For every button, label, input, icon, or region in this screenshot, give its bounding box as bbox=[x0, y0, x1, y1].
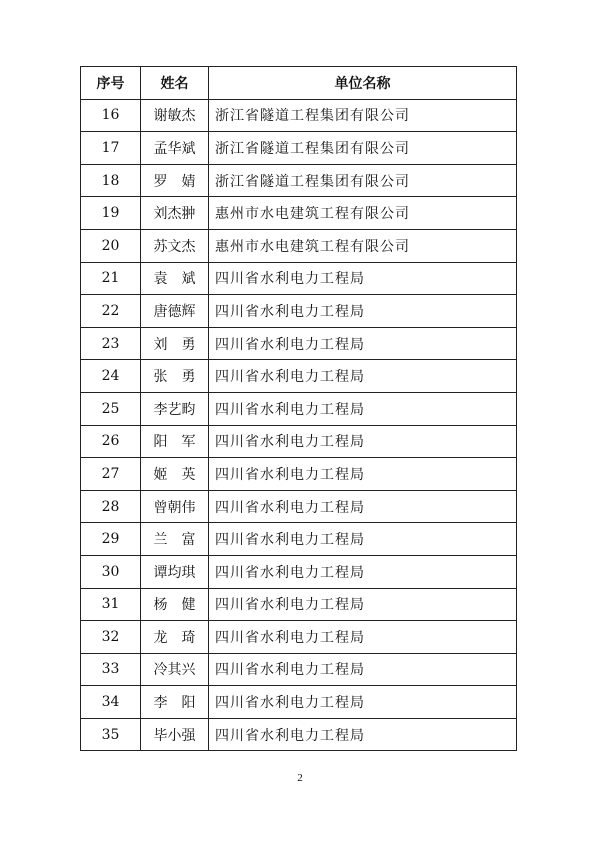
cell-number: 19 bbox=[81, 197, 141, 230]
cell-unit: 四川省水利电力工程局 bbox=[209, 392, 517, 425]
cell-number: 18 bbox=[81, 164, 141, 197]
cell-name: 曾朝伟 bbox=[141, 490, 209, 523]
table-row bbox=[81, 490, 517, 523]
cell-unit: 四川省水利电力工程局 bbox=[209, 425, 517, 458]
cell-name: 李艺畇 bbox=[141, 392, 209, 425]
cell-unit: 四川省水利电力工程局 bbox=[209, 588, 517, 621]
table-header-row bbox=[81, 67, 517, 100]
cell-number: 29 bbox=[81, 523, 141, 556]
table-row bbox=[81, 686, 517, 719]
cell-unit: 四川省水利电力工程局 bbox=[209, 718, 517, 751]
personnel-table bbox=[80, 66, 517, 751]
cell-number: 21 bbox=[81, 262, 141, 295]
table-row bbox=[81, 523, 517, 556]
cell-number: 27 bbox=[81, 458, 141, 491]
table-row bbox=[81, 555, 517, 588]
table-row bbox=[81, 360, 517, 393]
cell-unit: 四川省水利电力工程局 bbox=[209, 621, 517, 654]
cell-number: 26 bbox=[81, 425, 141, 458]
cell-unit: 惠州市水电建筑工程有限公司 bbox=[209, 229, 517, 262]
cell-unit: 惠州市水电建筑工程有限公司 bbox=[209, 197, 517, 230]
table-row bbox=[81, 653, 517, 686]
cell-name: 袁 斌 bbox=[141, 262, 209, 295]
cell-unit: 四川省水利电力工程局 bbox=[209, 555, 517, 588]
cell-unit: 四川省水利电力工程局 bbox=[209, 327, 517, 360]
cell-number: 16 bbox=[81, 99, 141, 132]
cell-name: 阳 军 bbox=[141, 425, 209, 458]
cell-unit: 四川省水利电力工程局 bbox=[209, 490, 517, 523]
cell-number: 23 bbox=[81, 327, 141, 360]
cell-unit: 四川省水利电力工程局 bbox=[209, 295, 517, 328]
cell-name: 孟华斌 bbox=[141, 132, 209, 165]
header-unit: 单位名称 bbox=[209, 67, 517, 100]
header-name: 姓名 bbox=[141, 67, 209, 100]
cell-name: 唐德辉 bbox=[141, 295, 209, 328]
cell-name: 龙 琦 bbox=[141, 621, 209, 654]
cell-name: 兰 富 bbox=[141, 523, 209, 556]
header-number: 序号 bbox=[81, 67, 141, 100]
cell-name: 姬 英 bbox=[141, 458, 209, 491]
table-row bbox=[81, 262, 517, 295]
cell-name: 谭均琪 bbox=[141, 555, 209, 588]
cell-name: 刘杰翀 bbox=[141, 197, 209, 230]
cell-number: 31 bbox=[81, 588, 141, 621]
cell-name: 苏文杰 bbox=[141, 229, 209, 262]
cell-unit: 四川省水利电力工程局 bbox=[209, 653, 517, 686]
cell-number: 32 bbox=[81, 621, 141, 654]
table-row bbox=[81, 327, 517, 360]
table-row bbox=[81, 621, 517, 654]
personnel-table-container bbox=[80, 66, 517, 751]
table-row bbox=[81, 99, 517, 132]
table-row bbox=[81, 588, 517, 621]
cell-name: 张 勇 bbox=[141, 360, 209, 393]
table-row bbox=[81, 164, 517, 197]
cell-number: 30 bbox=[81, 555, 141, 588]
table-row bbox=[81, 458, 517, 491]
page-number: 2 bbox=[297, 772, 303, 784]
table-row bbox=[81, 132, 517, 165]
cell-name: 刘 勇 bbox=[141, 327, 209, 360]
cell-name: 罗 婧 bbox=[141, 164, 209, 197]
cell-number: 28 bbox=[81, 490, 141, 523]
cell-unit: 四川省水利电力工程局 bbox=[209, 360, 517, 393]
cell-unit: 四川省水利电力工程局 bbox=[209, 458, 517, 491]
cell-number: 22 bbox=[81, 295, 141, 328]
cell-name: 杨 健 bbox=[141, 588, 209, 621]
cell-number: 33 bbox=[81, 653, 141, 686]
cell-name: 李 阳 bbox=[141, 686, 209, 719]
cell-unit: 四川省水利电力工程局 bbox=[209, 686, 517, 719]
table-row bbox=[81, 425, 517, 458]
cell-unit: 浙江省隧道工程集团有限公司 bbox=[209, 132, 517, 165]
cell-number: 24 bbox=[81, 360, 141, 393]
cell-number: 34 bbox=[81, 686, 141, 719]
table-row bbox=[81, 392, 517, 425]
table-row bbox=[81, 718, 517, 751]
table-row bbox=[81, 295, 517, 328]
cell-name: 谢敏杰 bbox=[141, 99, 209, 132]
cell-unit: 浙江省隧道工程集团有限公司 bbox=[209, 164, 517, 197]
cell-name: 毕小强 bbox=[141, 718, 209, 751]
cell-unit: 四川省水利电力工程局 bbox=[209, 523, 517, 556]
cell-name: 冷其兴 bbox=[141, 653, 209, 686]
cell-unit: 浙江省隧道工程集团有限公司 bbox=[209, 99, 517, 132]
cell-unit: 四川省水利电力工程局 bbox=[209, 262, 517, 295]
cell-number: 35 bbox=[81, 718, 141, 751]
table-row bbox=[81, 197, 517, 230]
cell-number: 25 bbox=[81, 392, 141, 425]
table-row bbox=[81, 229, 517, 262]
cell-number: 17 bbox=[81, 132, 141, 165]
cell-number: 20 bbox=[81, 229, 141, 262]
